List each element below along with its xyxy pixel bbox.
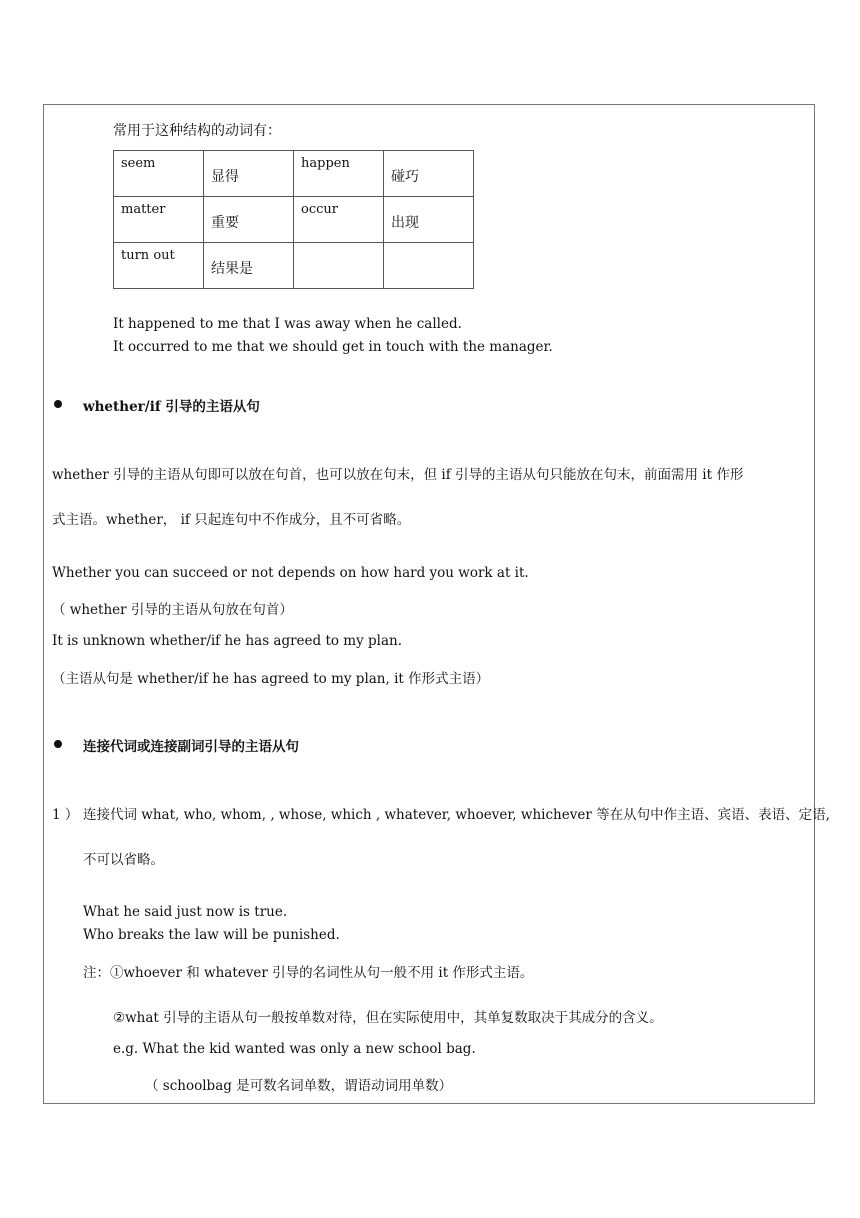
example-sentence: Whether you can succeed or not depends on how hard you work at it.: [52, 565, 529, 581]
paragraph-line: whether 引导的主语从句即可以放在句首，也可以放在句末，但 if 引导的主语从句只能放在句末，前面需用 it 作形: [52, 467, 744, 483]
bullet-icon: [54, 740, 62, 748]
table-cell: occur: [301, 202, 338, 217]
list-item-text: 连接代词 what, who, whom, , whose, which , whatever, whoever, whichever 等在从句中作主语、宾语、表语、定语,: [83, 807, 830, 823]
table-cell: seem: [121, 156, 156, 171]
table-cell: matter: [121, 202, 166, 217]
intro-text: 常用于这种结构的动词有：: [113, 123, 281, 139]
example-note: （ whether 引导的主语从句放在句首）: [52, 602, 293, 618]
example-sentence: e.g. What the kid wanted was only a new school bag.: [113, 1041, 476, 1057]
example-sentence: It occurred to me that we should get in touch with the manager.: [113, 339, 553, 355]
table-cell: 碰巧: [391, 169, 419, 185]
example-sentence: It is unknown whether/if he has agreed to my plan.: [52, 633, 403, 649]
table-cell: turn out: [121, 248, 175, 263]
section-heading-connective: 连接代词或连接副词引导的主语从句: [83, 739, 299, 755]
example-sentence: Who breaks the law will be punished.: [83, 927, 340, 943]
table-cell: 重要: [211, 215, 239, 231]
example-sentence: It happened to me that I was away when he called.: [113, 316, 462, 332]
table-cell: 出现: [391, 215, 419, 231]
section-heading-whether: whether/if 引导的主语从句: [83, 399, 260, 415]
table-cell: happen: [301, 156, 350, 171]
example-sentence: What he said just now is true.: [83, 904, 288, 920]
list-item-text: 不可以省略。: [83, 852, 164, 868]
table-row: [114, 197, 474, 243]
verb-table: [113, 150, 474, 289]
list-item-number: 1 ）: [52, 807, 79, 823]
table-row: [114, 243, 474, 289]
table-row: [114, 151, 474, 197]
bullet-icon: [54, 400, 62, 408]
note-line: ②what 引导的主语从句一般按单数对待，但在实际使用中，其单复数取决于其成分的含义。: [113, 1010, 663, 1026]
paragraph-line: 式主语。whether， if 只起连句中不作成分，且不可省略。: [52, 512, 411, 528]
note-line: 注：①whoever 和 whatever 引导的名词性从句一般不用 it 作形式主语。: [83, 965, 534, 981]
table-cell: 显得: [211, 169, 239, 185]
example-note: （ schoolbag 是可数名词单数，谓语动词用单数）: [145, 1078, 453, 1094]
table-cell: 结果是: [211, 261, 253, 277]
example-note: （主语从句是 whether/if he has agreed to my plan, it 作形式主语）: [52, 671, 490, 687]
